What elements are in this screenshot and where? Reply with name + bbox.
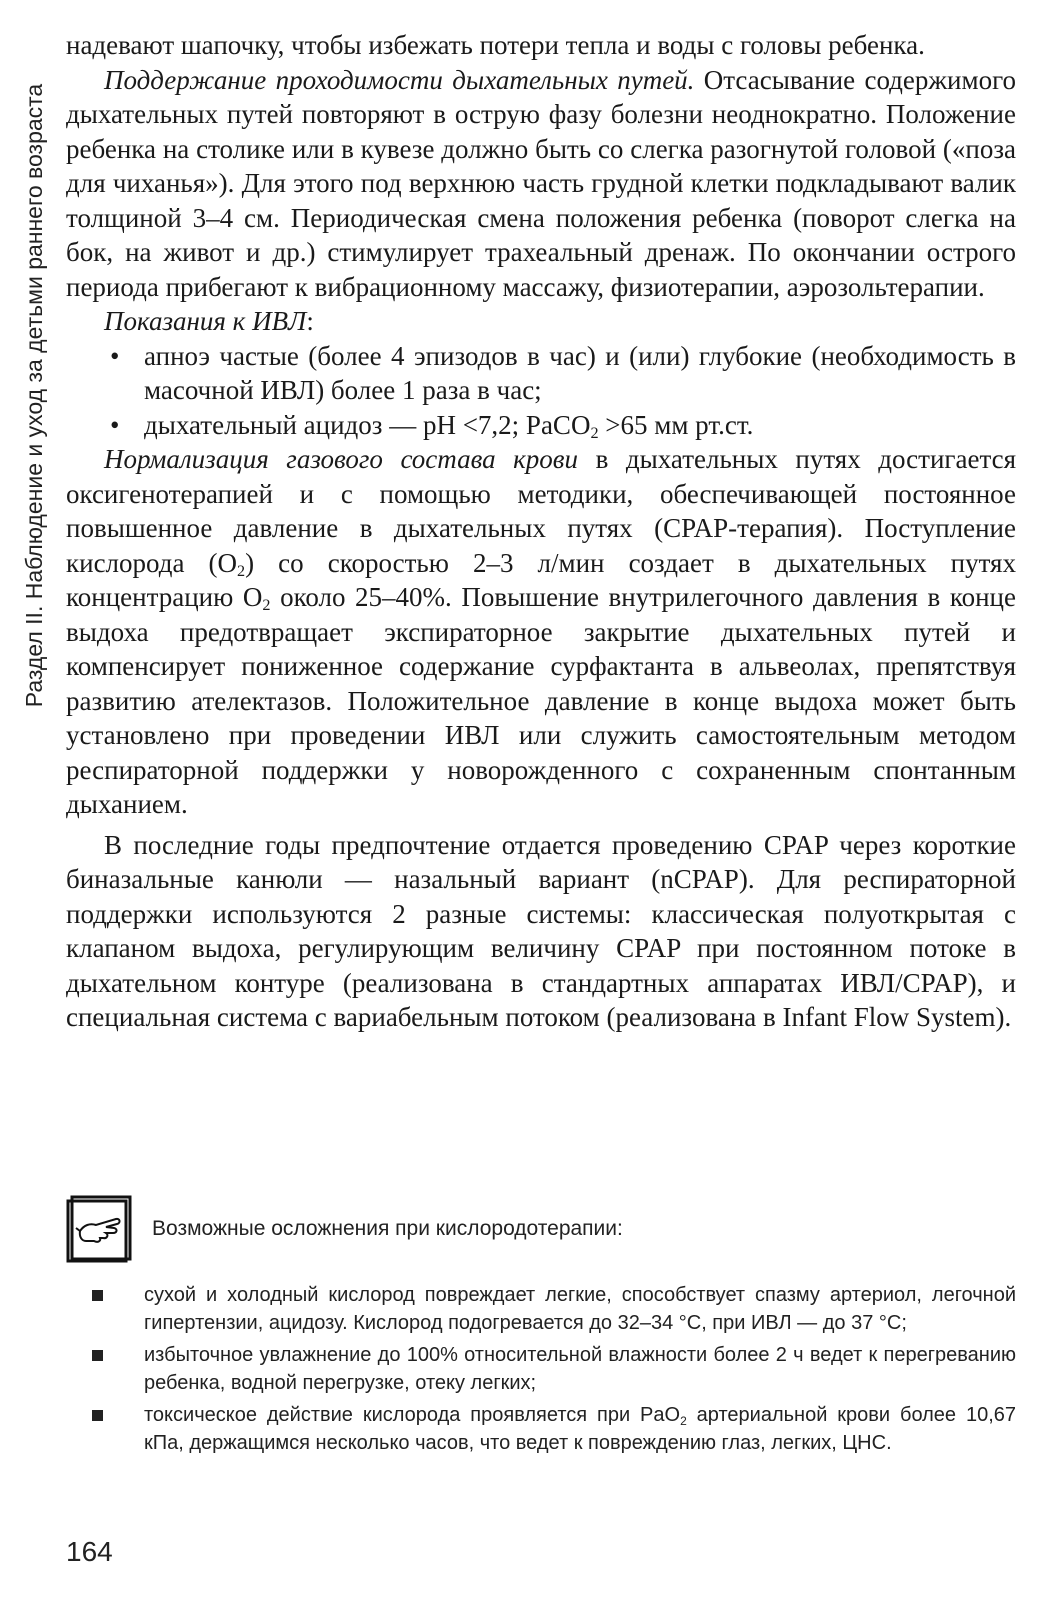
paragraph-4-text: около 25–40%. Повышение внутрилегочного давления в конце выдоха предотвращает экспираторное закрытие дыхательных путей и компенсирует пониженное содержание сурфактанта в альвеолах, препятствуя развитию ателектазов. Положительное давление в конце выдоха может быть установлено при проведении ИВЛ или служить самостоятельным методом респираторной поддержки у новорожденного с сохраненным спонтанным дыханием. bbox=[66, 582, 1016, 819]
paragraph-4-text: в дыхательных путях достигается оксигенотерапией и с помощью методики, обеспечивающей постоянное повышенное давление в дыхательных путях (CPAP-терапия). Поступление кислорода (O bbox=[66, 444, 1016, 578]
paragraph-5: В последние годы предпочтение отдается проведению CPAP через короткие биназальные канюли — назальный вариант (nCPAP). Для респираторной поддержки используются 2 разные системы: классическая полуоткрытая с клапаном выдоха, регулирующим величину CPAP при постоянном потоке в дыхательном контуре (реализована в стандартных аппаратах ИВЛ/CPAP), и специальная система с вариабельным потоком (реализована в Infant Flow System). bbox=[66, 829, 1016, 1032]
section-header-text: Раздел II. Наблюдение и уход за детьми раннего возраста bbox=[21, 83, 48, 707]
bullet-dot: • bbox=[110, 340, 120, 371]
page-number: 164 bbox=[66, 1536, 113, 1567]
square-bullet-icon bbox=[92, 1350, 103, 1361]
paragraph-2-text: Отсасывание содержимого дыхательных путей повторяют в острую фазу болезни неоднократно. Положение ребенка на столике или в кувезе должно быть со слегка разогнутой головой («поза для чиханья»). Для этого под верхнюю часть грудной клетки подкладывают валик толщиной 3–4 см. Периодическая смена положения ребенка (поворот слегка на бок, на живот и др.) стимулирует трахеальный дренаж. По окончании острого периода прибегают к вибрационному массажу, физиотерапии, аэрозольтерапии. bbox=[66, 64, 1016, 302]
paragraph-4-text: ) со скоростью 2–3 л/мин создает в дыхательных путях концентрацию O bbox=[66, 547, 1016, 612]
paragraph-3-colon: : bbox=[306, 306, 314, 336]
list-item bbox=[66, 408, 1016, 443]
list-item-text: >65 мм рт.ст. bbox=[598, 409, 754, 440]
pointing-hand-icon bbox=[66, 1195, 132, 1263]
paragraph-4 bbox=[66, 442, 1016, 822]
paragraph-3 bbox=[66, 304, 1016, 339]
square-bullet-icon bbox=[92, 1410, 103, 1421]
list-item-text: сухой и холодный кислород повреждает легкие, способствует спазму артериол, легочной гипертензии, ацидозу. Кислород подогревается до 32–34 °С, при ИВЛ — до 37 °С; bbox=[144, 1284, 1016, 1334]
list-item bbox=[66, 339, 1016, 408]
list-item bbox=[66, 1341, 1016, 1397]
section-header-vertical bbox=[18, 30, 52, 760]
subscript: 2 bbox=[262, 596, 271, 614]
list-item-text: токсическое действие кислорода проявляется при PaO bbox=[144, 1404, 681, 1426]
list-item-text: дыхательный ацидоз — pH <7,2; PaCO bbox=[144, 409, 591, 440]
list-item bbox=[66, 1401, 1016, 1457]
ivl-indications-list bbox=[66, 339, 1016, 443]
note-title: Возможные осложнения при кислородотерапии: bbox=[152, 1217, 623, 1240]
list-item-text: апноэ частые (более 4 эпизодов в час) и (или) глубокие (необходимость в масочной ИВЛ) более 1 раза в час; bbox=[144, 340, 1016, 405]
main-text bbox=[66, 28, 1016, 1035]
paragraph-4-lead: Нормализация газового состава крови bbox=[104, 444, 579, 474]
paragraph-2-lead: Поддержание проходимости дыхательных путей. bbox=[104, 64, 695, 95]
paragraph-2 bbox=[66, 63, 1016, 305]
complications-list bbox=[66, 1281, 1016, 1461]
list-item-text: артериальной крови более 10,67 кПа, держащимся несколько часов, что ведет к повреждению глаз, легких, ЦНС. bbox=[144, 1404, 1017, 1454]
bullet-dot: • bbox=[110, 409, 120, 440]
subscript: 2 bbox=[237, 561, 246, 580]
square-bullet-icon bbox=[92, 1290, 103, 1301]
paragraph-1: надевают шапочку, чтобы избежать потери тепла и воды с головы ребенка. bbox=[66, 30, 925, 60]
subscript: 2 bbox=[680, 1414, 687, 1428]
paragraph-3-lead: Показания к ИВЛ bbox=[104, 306, 307, 336]
list-item bbox=[66, 1281, 1016, 1337]
note-header bbox=[66, 1195, 1016, 1267]
list-item-text: избыточное увлажнение до 100% относительной влажности более 2 ч ведет к перегреванию ребенка, водной перегрузке, отеку легких; bbox=[144, 1344, 1016, 1394]
subscript: 2 bbox=[590, 423, 599, 442]
